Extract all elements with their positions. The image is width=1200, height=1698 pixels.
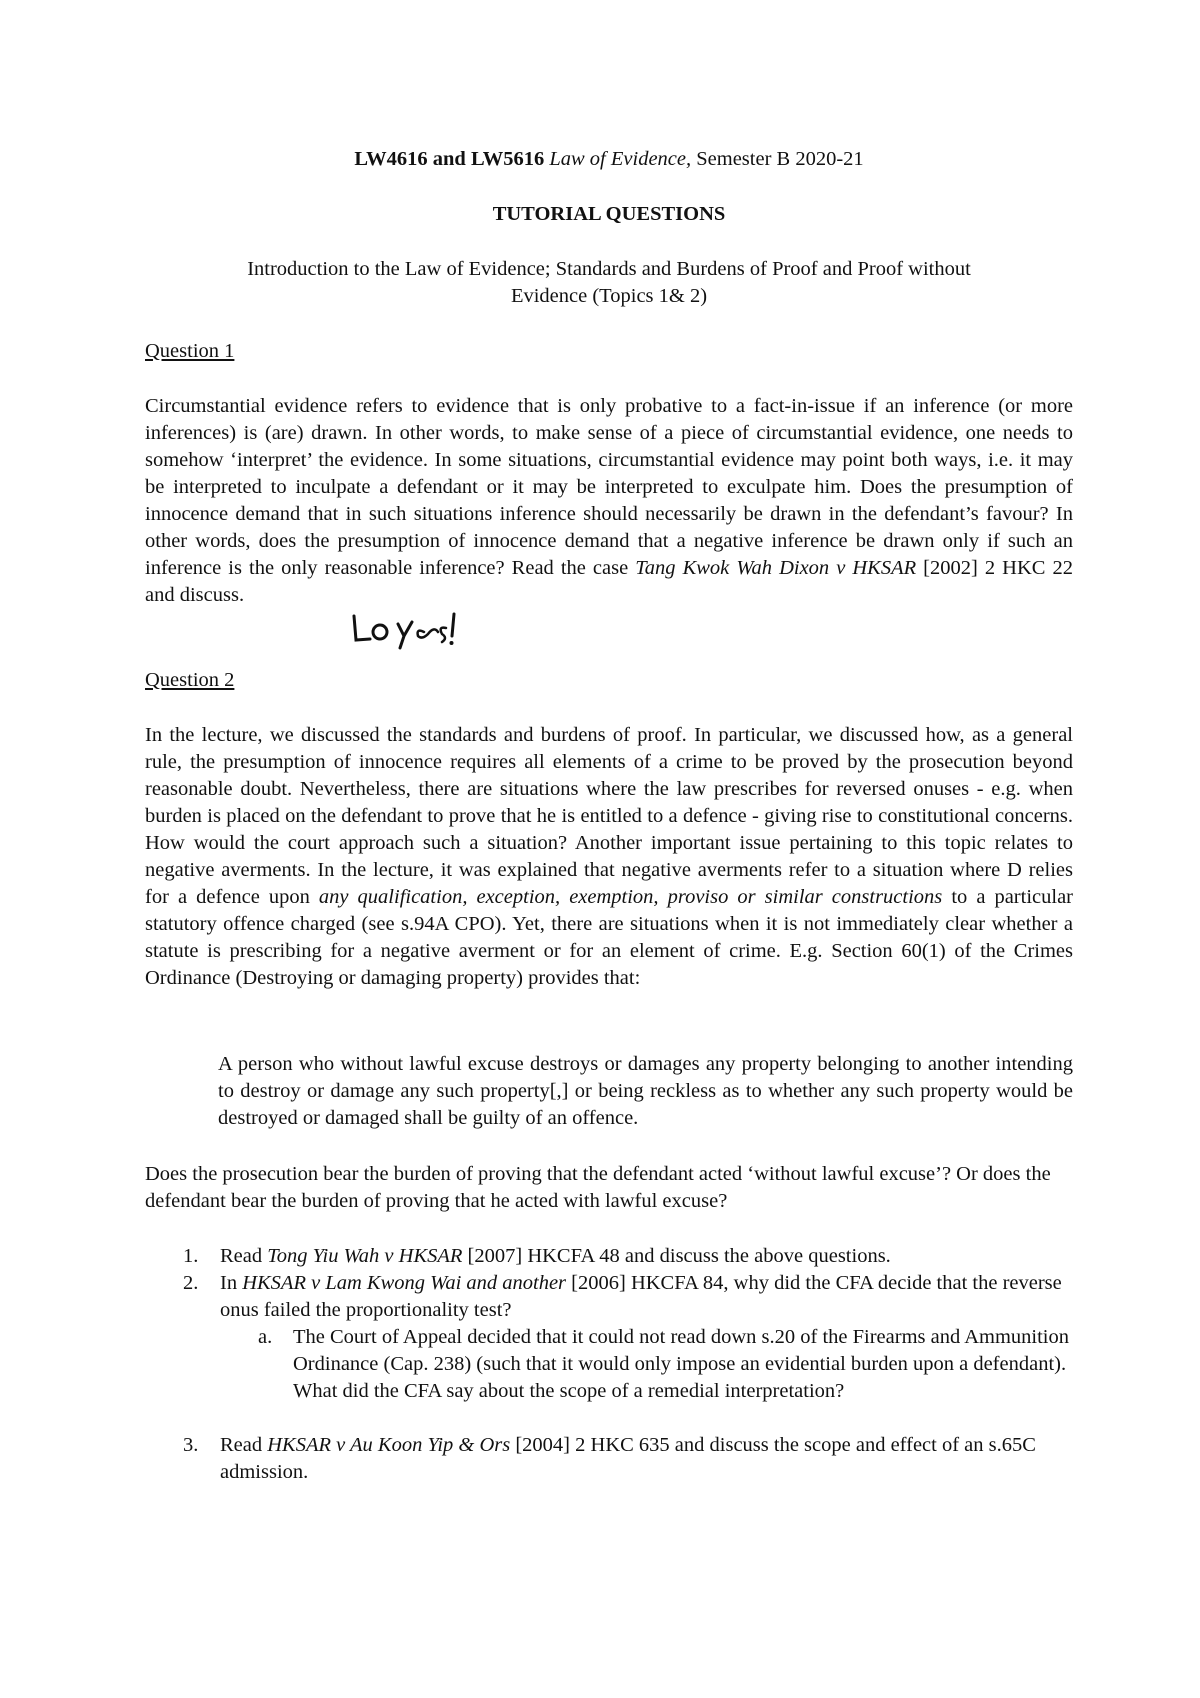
course-codes: LW4616 and LW5616: [354, 148, 545, 170]
course-title: Law of Evidence,: [549, 148, 692, 170]
list-item-case: HKSAR v Au Koon Yip & Ors: [267, 1434, 511, 1456]
list-item-number: 2.: [183, 1272, 199, 1294]
course-heading: [145, 146, 1073, 173]
question-1-body: [145, 393, 1073, 609]
list-item-text: Read: [220, 1245, 268, 1267]
list-item-case: Tong Yiu Wah v HKSAR: [267, 1245, 463, 1267]
statute-quote: A person who without lawful excuse destroys or damages any property belonging to another intending to destroy or damage any such property[,] or being reckless as to whether any such property would be destroyed or damaged shall be guilty of an offence.: [218, 1053, 1073, 1129]
list-item-text: In: [220, 1272, 243, 1294]
list-item-text-end: [2007] HKCFA 48 and discuss the above questions.: [462, 1245, 891, 1267]
list-item: [183, 1243, 1073, 1270]
sub-list-item-text: The Court of Appeal decided that it could not read down s.20 of the Firearms and Ammunition Ordinance (Cap. 238) (such that it would only impose an evidential burden upon a defendant). What did the CFA say about the scope of a remedial interpretation?: [293, 1326, 1069, 1402]
sub-list-item: [258, 1324, 1073, 1405]
subtitle-line-2: Evidence (Topics 1& 2): [510, 285, 708, 307]
list-item-number: 3.: [183, 1434, 199, 1456]
question-2-italic-phrase: any qualification, exception, exemption, proviso or similar constructions: [318, 886, 943, 908]
sub-list-item-letter: a.: [258, 1326, 273, 1348]
handwritten-note: [350, 610, 460, 650]
list-item-text: Read: [220, 1434, 268, 1456]
question-1-title: Question 1: [145, 340, 235, 362]
question-1-text-end: [2002] 2 HKC 22 and discuss.: [145, 557, 1074, 606]
list-item-number: 1.: [183, 1245, 199, 1267]
question-2-follow-up: Does the prosecution bear the burden of proving that the defendant acted ‘without lawful excuse’? Or does the defendant bear the burden of proving that he acted with lawful excuse?: [145, 1163, 1051, 1212]
list-item-text-end: [2006] HKCFA 84, why did the CFA decide that the reverse onus failed the proportionality test?: [220, 1272, 1062, 1321]
semester: Semester B 2020-21: [696, 148, 864, 170]
question-2-title: Question 2: [145, 669, 235, 691]
list-item: [183, 1270, 1073, 1324]
question-2-text: In the lecture, we discussed the standards and burdens of proof. In particular, we discussed how, as a general rule, the presumption of innocence requires all elements of a crime to be proved by the prosecution beyond reasonable doubt. Nevertheless, there are situations where the law prescribes for reversed onuses - e.g. when burden is placed on the defendant to prove that he is entitled to a defence - giving rise to constitutional concerns. How would the court approach such a situation? Another important issue pertaining to this topic relates to negative averments. In the lecture, it was explained that negative averments refer to a situation where D relies for a defence upon: [145, 724, 1073, 908]
question-2-text-end: to a particular statutory offence charged (see s.94A CPO). Yet, there are situations when it is not immediately clear whether a statute is prescribing for a negative averment or for an element of crime. E.g. Section 60(1) of the Crimes Ordinance (Destroying or damaging property) provides that:: [145, 886, 1073, 989]
list-item: [183, 1432, 1073, 1486]
question-1-case: Tang Kwok Wah Dixon v HKSAR: [635, 557, 917, 579]
question-1-text: Circumstantial evidence refers to evidence that is only probative to a fact-in-issue if an inference (or more inferences) is (are) drawn. In other words, to make sense of a piece of circumstantial evidence, one needs to somehow ‘interpret’ the evidence. In some situations, circumstantial evidence may point both ways, i.e. it may be interpreted to inculpate a defendant or it may be interpreted to exculpate him. Does the presumption of innocence demand that in such situations inference should necessarily be drawn in the defendant’s favour? In other words, does the presumption of innocence demand that a negative inference be drawn only if such an inference is the only reasonable inference? Read the case: [145, 395, 1073, 579]
doc-title-text: TUTORIAL QUESTIONS: [492, 203, 726, 225]
list-item-text-end: [2004] 2 HKC 635 and discuss the scope and effect of an s.65C admission.: [220, 1434, 1036, 1483]
question-2-body: [145, 722, 1073, 992]
doc-title: [145, 201, 1073, 228]
subtitle-line-1: Introduction to the Law of Evidence; Standards and Burdens of Proof and Proof without: [247, 258, 971, 280]
list-item-case: HKSAR v Lam Kwong Wai and another: [242, 1272, 567, 1294]
